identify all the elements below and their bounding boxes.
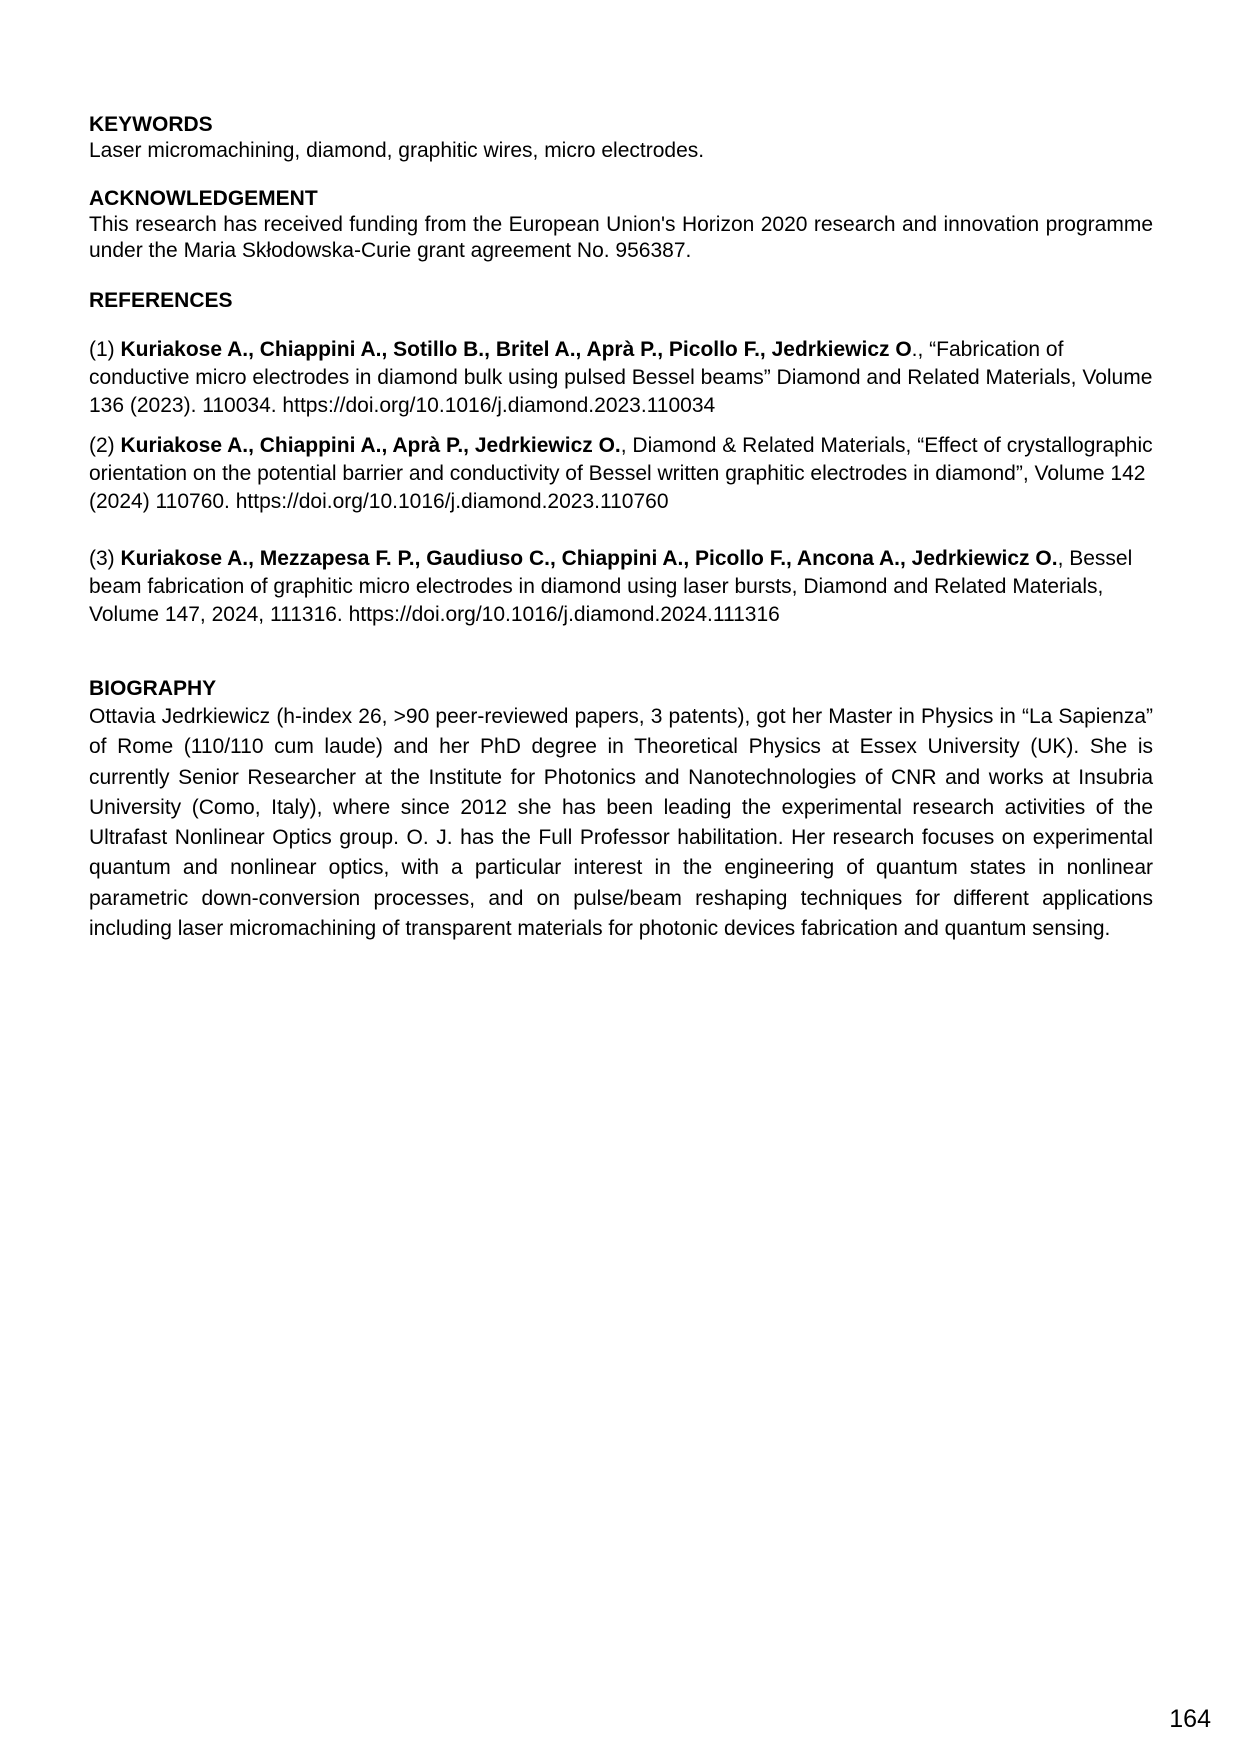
acknowledgement-text: This research has received funding from the European Union's Horizon 2020 research and innovation programme under the Maria Skłodowska-Curie grant agreement No. 956387. [89, 213, 1153, 262]
biography-heading: BIOGRAPHY [89, 677, 217, 700]
reference-details: , Diamond & Related Materials, “Effect of crystallographic orientation on the potential barrier and conductivity of Bessel written graphitic electrodes in diamond”, Volume 142 (2024) 110760. https://doi.org/10.1016/j.diamond.2023.110760 [89, 434, 1153, 513]
acknowledgement-heading: ACKNOWLEDGEMENT [89, 187, 318, 210]
reference-number: (3) [89, 547, 121, 570]
reference-details: ., “Fabrication of conductive micro electrodes in diamond bulk using pulsed Bessel beams” Diamond and Related Materials, Volume 136 (2023). 110034. https://doi.org/10.1016/j.diamond.2023.110034 [89, 338, 1153, 417]
reference-details: , Bessel beam fabrication of graphitic micro electrodes in diamond using laser bursts, Diamond and Related Materials, Volume 147, 2024, 111316. https://doi.org/10.1016/j.diamond.2024.111316 [89, 547, 1133, 626]
biography-section [89, 676, 1153, 944]
reference-item [89, 432, 1153, 516]
reference-item [89, 545, 1153, 629]
reference-item [89, 336, 1153, 420]
keywords-text: Laser micromachining, diamond, graphitic wires, micro electrodes. [89, 139, 705, 162]
acknowledgement-section [89, 186, 1153, 264]
references-heading: REFERENCES [89, 289, 233, 312]
reference-authors: Kuriakose A., Chiappini A., Sotillo B., Britel A., Aprà P., Picollo F., Jedrkiewicz O [120, 338, 912, 361]
references-section [89, 288, 1153, 629]
keywords-section [89, 112, 1153, 164]
document-page [89, 112, 1153, 944]
reference-number: (2) [89, 434, 121, 457]
reference-authors: Kuriakose A., Chiappini A., Aprà P., Jedrkiewicz O. [120, 434, 621, 457]
reference-number: (1) [89, 338, 121, 361]
keywords-heading: KEYWORDS [89, 113, 213, 136]
biography-text: Ottavia Jedrkiewicz (h-index 26, >90 peer-reviewed papers, 3 patents), got her Master in Physics in “La Sapienza” of Rome (110/110 cum laude) and her PhD degree in Theoretical Physics at Essex University (UK). She is currently Senior Researcher at the Institute for Photonics and Nanotechnologies of CNR and works at Insubria University (Como, Italy), where since 2012 she has been leading the experimental research activities of the Ultrafast Nonlinear Optics group. O. J. has the Full Professor habilitation. Her research focuses on experimental quantum and nonlinear optics, with a particular interest in the engineering of quantum states in nonlinear parametric down-conversion processes, and on pulse/beam reshaping techniques for different applications including laser micromachining of transparent materials for photonic devices fabrication and quantum sensing. [89, 705, 1153, 941]
page-number: 164 [1169, 1705, 1211, 1733]
reference-authors: Kuriakose A., Mezzapesa F. P., Gaudiuso C., Chiappini A., Picollo F., Ancona A., Jedrkiewicz O. [120, 547, 1058, 570]
